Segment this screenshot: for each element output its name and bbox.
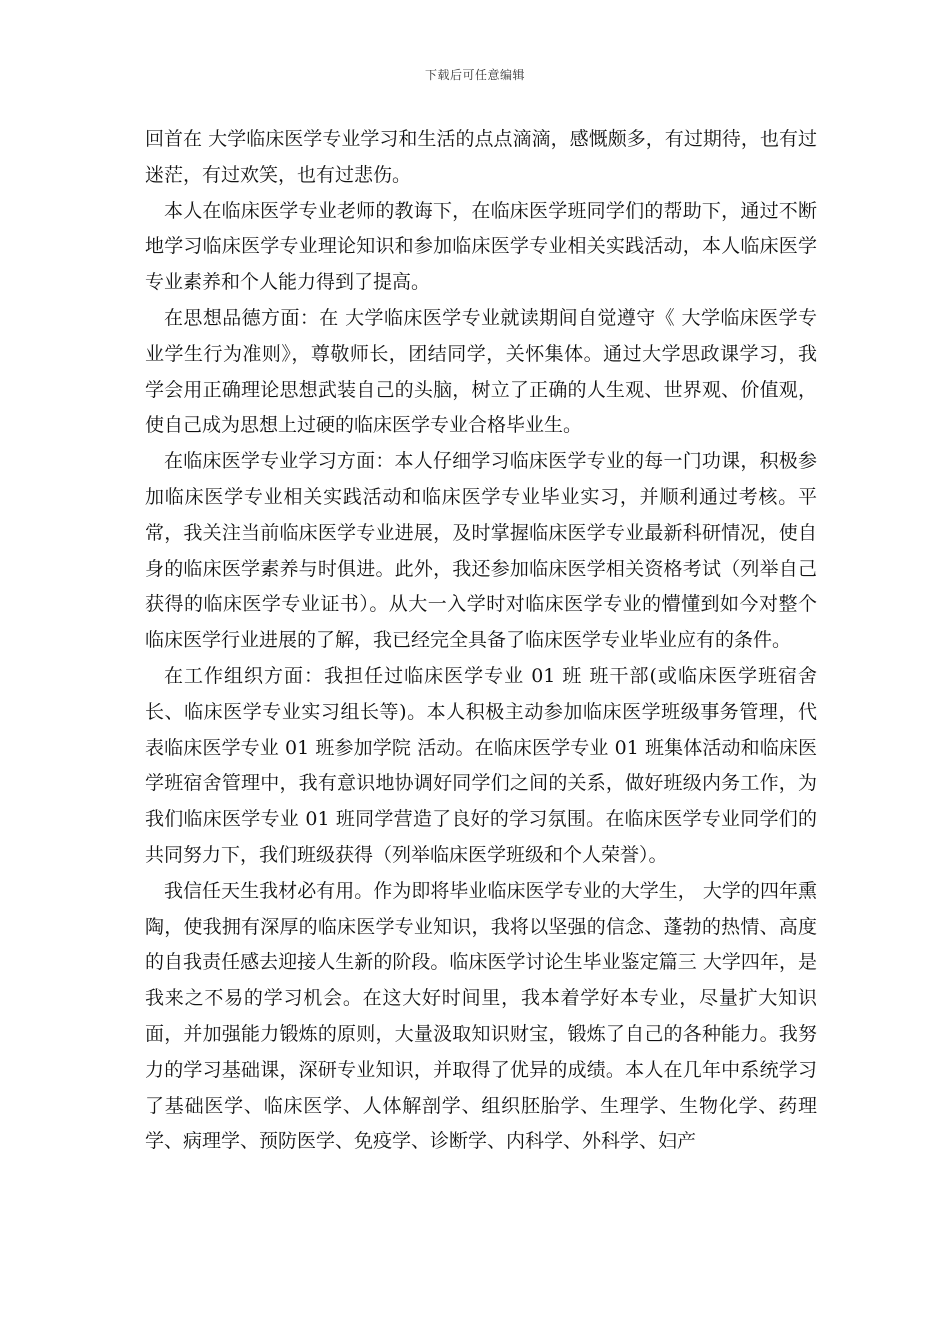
paragraph-ideology: 在思想品德方面：在 大学临床医学专业就读期间自觉遵守《 大学临床医学专业学生行为准则》，尊敬师长，团结同学，关怀集体。通过大学思政课学习，我学会用正确理论思想武装自己的头脑，树立了正确的人生观、世界观、价值观，使自己成为思想上过硬的临床医学专业合格毕业生。 xyxy=(145,306,817,437)
page-header: 下载后可任意编辑 xyxy=(424,68,525,82)
paragraph-work: 在工作组织方面：我担任过临床医学专业 01 班 班干部(或临床医学班宿舍长、临床医学专业实习组长等)。本人积极主动参加临床医学班级事务管理，代表临床医学专业 01 班参加学院 活动。在临床医学专业 01 班集体活动和临床医学班宿舍管理中，我有意识地协调好同学们之间的关系，做好班级内务工作，为我们临床医学专业 01 班同学营造了良好的学习氛围。在临床医学专业同学们的共同努力下，我们班级获得（列举临床医学班级和个人荣誉）。 xyxy=(145,664,817,866)
paragraph-conclusion: 我信任天生我材必有用。作为即将毕业临床医学专业的大学生， 大学的四年熏陶，使我拥有深厚的临床医学专业知识，我将以坚强的信念、蓬勃的热情、高度的自我责任感去迎接人生新的阶段。临床医学讨论生毕业鉴定篇三 大学四年，是我来之不易的学习机会。在这大好时间里，我本着学好本专业，尽量扩大知识面，并加强能力锻炼的原则，大量汲取知识财宝，锻炼了自己的各种能力。我努力的学习基础课，深研专业知识，并取得了优异的成绩。本人在几年中系统学习了基础医学、临床医学、人体解剖学、组织胚胎学、生理学、生物化学、药理学、病理学、预防医学、免疫学、诊断学、内科学、外科学、妇产 xyxy=(145,879,817,1153)
paragraph-intro: 回首在 大学临床医学专业学习和生活的点点滴滴，感慨颇多，有过期待，也有过迷茫，有过欢笑，也有过悲伤。 xyxy=(145,128,817,186)
document-body xyxy=(145,122,817,1160)
paragraph-study: 在临床医学专业学习方面：本人仔细学习临床医学专业的每一门功课，积极参加临床医学专业相关实践活动和临床医学专业毕业实习，并顺利通过考核。平常，我关注当前临床医学专业进展，及时掌握临床医学专业最新科研情况，使自身的临床医学素养与时俱进。此外，我还参加临床医学相关资格考试（列举自己获得的临床医学专业证书）。从大一入学时对临床医学专业的懵懂到如今对整个临床医学行业进展的了解，我已经完全具备了临床医学专业毕业应有的条件。 xyxy=(145,450,817,652)
paragraph-overview: 本人在临床医学专业老师的教诲下，在临床医学班同学们的帮助下，通过不断地学习临床医学专业理论知识和参加临床医学专业相关实践活动，本人临床医学专业素养和个人能力得到了提高。 xyxy=(145,199,817,294)
